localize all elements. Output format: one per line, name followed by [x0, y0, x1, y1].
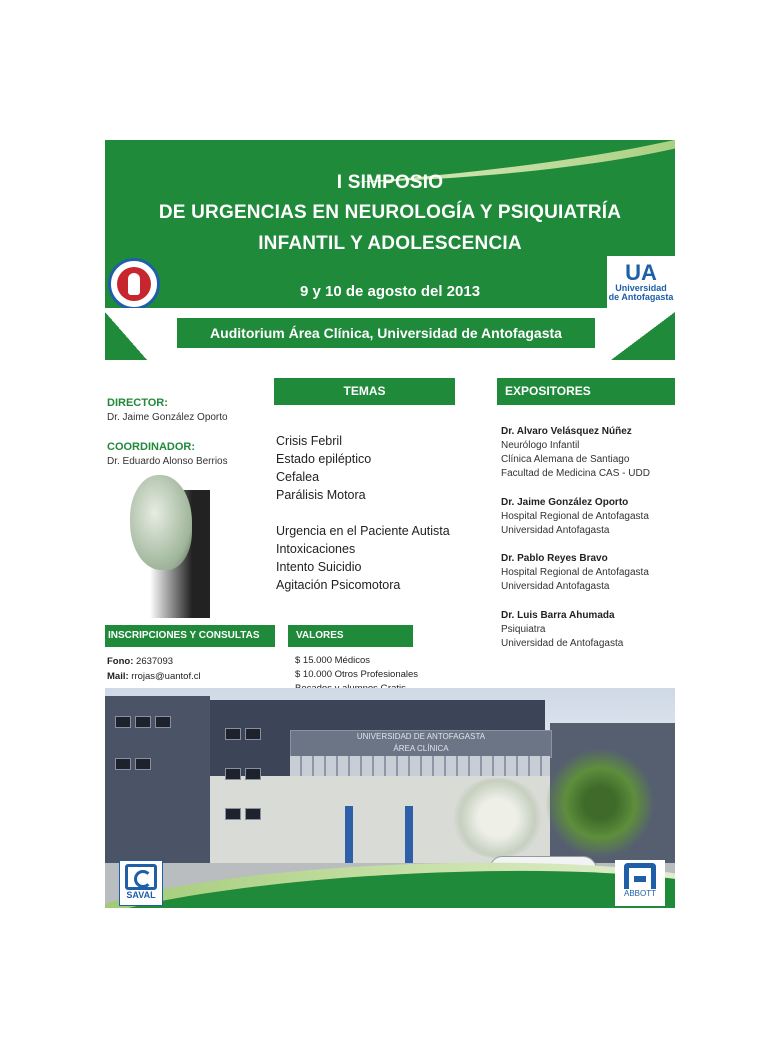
expositor-detail: Universidad Antofagasta: [501, 525, 610, 536]
title-line-3: INFANTIL Y ADOLESCENCIA: [258, 233, 522, 254]
university-logo-abbr: UA: [625, 260, 657, 285]
expositor-entry: [501, 609, 623, 651]
expositor-detail: Facultad de Medicina CAS - UDD: [501, 468, 650, 479]
expositores-heading: EXPOSITORES: [497, 378, 675, 405]
expositor-detail: Neurólogo Infantil: [501, 440, 580, 451]
child-face-image: [125, 470, 210, 618]
expositor-name: Dr. Jaime González Oporto: [501, 497, 629, 508]
abbott-mark-icon: [624, 863, 656, 889]
university-logo: [607, 256, 675, 308]
building-sign: [290, 730, 552, 758]
corner-decoration-left: [105, 312, 147, 360]
expositor-name: Dr. Alvaro Velásquez Núñez: [501, 426, 632, 437]
tema-item: Intento Suicidio: [276, 560, 362, 574]
temas-list: [276, 432, 450, 594]
director-name: Dr. Jaime González Oporto: [107, 412, 228, 423]
phone-label: Fono:: [107, 656, 134, 667]
contact-info: [107, 654, 201, 684]
tema-item: Cefalea: [276, 470, 320, 484]
mail-address: rrojas@uantof.cl: [131, 671, 201, 682]
expositor-detail: Psiquiatra: [501, 624, 546, 635]
corner-decoration-right: [611, 312, 675, 360]
coordinator-label: COORDINADOR:: [107, 441, 195, 453]
title-line-1: I SIMPOSIO: [336, 172, 444, 193]
pediatrics-society-logo: [108, 258, 160, 308]
tema-item: Crisis Febril: [276, 434, 342, 448]
valor-item: $ 10.000 Otros Profesionales: [295, 669, 419, 680]
expositor-detail: Hospital Regional de Antofagasta: [501, 511, 649, 522]
building-sign-line-1: UNIVERSIDAD DE ANTOFAGASTA: [356, 732, 486, 741]
expositor-name: Dr. Pablo Reyes Bravo: [501, 553, 608, 564]
tema-item: Agitación Psicomotora: [276, 578, 401, 592]
valor-item: $ 15.000 Médicos: [295, 655, 370, 666]
tema-item: Urgencia en el Paciente Autista: [276, 524, 450, 538]
palm-tree: [545, 748, 655, 858]
mail-label: Mail:: [107, 671, 129, 682]
expositor-detail: Clínica Alemana de Santiago: [501, 454, 630, 465]
expositor-detail: Universidad de Antofagasta: [501, 638, 624, 649]
phone-number: 2637093: [136, 656, 174, 667]
event-date: 9 y 10 de agosto del 2013: [299, 283, 481, 300]
expositor-detail: Hospital Regional de Antofagasta: [501, 567, 649, 578]
valores-heading: VALORES: [288, 625, 413, 647]
poster: [105, 140, 675, 908]
building-sign-line-2: ÁREA CLÍNICA: [393, 744, 449, 753]
coordinator-name: Dr. Eduardo Alonso Berrios: [107, 456, 228, 467]
abbott-logo: ABBOTT: [615, 860, 665, 906]
saval-logo: SAVAL: [119, 860, 163, 906]
tema-item: Estado epiléptico: [276, 452, 372, 466]
university-logo-name-1: Universidad: [615, 283, 667, 293]
venue-banner: Auditorium Área Clínica, Universidad de Antofagasta: [177, 318, 595, 348]
inscripciones-heading: INSCRIPCIONES Y CONSULTAS: [105, 625, 275, 647]
expositor-name: Dr. Luis Barra Ahumada: [501, 610, 615, 621]
expositor-detail: Universidad Antofagasta: [501, 581, 610, 592]
temas-heading: TEMAS: [274, 378, 455, 405]
university-logo-name-2: de Antofagasta: [608, 292, 674, 302]
expositor-entry: [501, 552, 649, 594]
title-line-2: DE URGENCIAS EN NEUROLOGÍA Y PSIQUIATRÍA: [158, 202, 622, 223]
building-photo: [105, 688, 675, 908]
header-banner: [105, 140, 675, 308]
tema-item: Intoxicaciones: [276, 542, 356, 556]
director-label: DIRECTOR:: [107, 397, 168, 409]
expositor-entry: [501, 496, 649, 538]
tema-item: Parálisis Motora: [276, 488, 366, 502]
expositor-entry: [501, 425, 650, 481]
saval-mark-icon: [125, 864, 157, 890]
